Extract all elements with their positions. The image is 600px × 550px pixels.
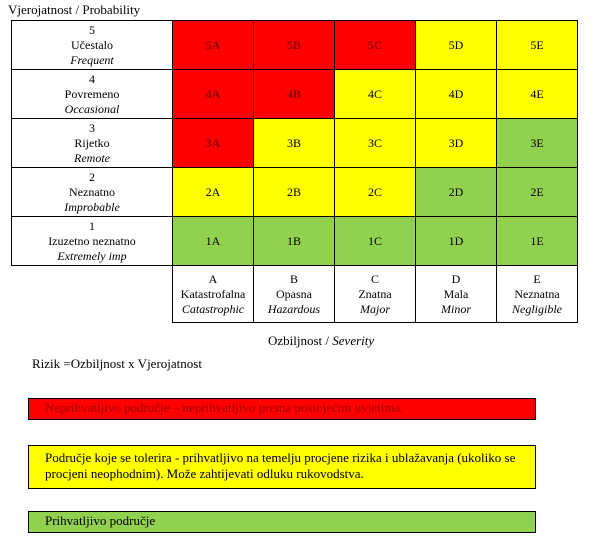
risk-cell: 3C: [335, 119, 416, 168]
probability-header: [12, 217, 173, 266]
matrix-row: [12, 168, 578, 217]
risk-cell: 4B: [254, 70, 335, 119]
legend-unacceptable: Neprihvatljivo područje – neprihvatljivo prema postojećim uvjetima.: [28, 398, 536, 420]
matrix-corner: [12, 266, 173, 323]
risk-cell: 4D: [416, 70, 497, 119]
probability-header: [12, 70, 173, 119]
probability-header: [12, 21, 173, 70]
risk-cell: 5E: [497, 21, 578, 70]
probability-axis-title: Vjerojatnost / Probability: [8, 2, 141, 17]
risk-cell: 3D: [416, 119, 497, 168]
severity-header: [173, 266, 254, 323]
risk-cell: 2A: [173, 168, 254, 217]
matrix-row: [12, 21, 578, 70]
risk-cell: 1E: [497, 217, 578, 266]
probability-number: 2: [89, 169, 95, 184]
severity-label-en: Severity: [332, 333, 375, 348]
matrix-row: [12, 217, 578, 266]
risk-cell: 1D: [416, 217, 497, 266]
risk-cell: 2D: [416, 168, 497, 217]
severity-header-row: [12, 266, 578, 323]
severity-label: Znatna: [358, 286, 392, 301]
severity-label: Neznatna: [514, 286, 560, 301]
risk-cell: 2C: [335, 168, 416, 217]
probability-label-en: Occasional: [64, 101, 120, 116]
severity-label-en: Catastrophic: [181, 301, 245, 316]
risk-cell: 3E: [497, 119, 578, 168]
probability-label: Izuzetno neznatno: [48, 233, 136, 248]
risk-cell: 5C: [335, 21, 416, 70]
severity-header: [497, 266, 578, 323]
probability-label-en: Remote: [74, 150, 110, 165]
risk-cell: 3A: [173, 119, 254, 168]
probability-number: 3: [89, 120, 95, 135]
probability-label-en: Frequent: [70, 52, 114, 67]
matrix-row: [12, 70, 578, 119]
probability-label: Učestalo: [71, 37, 113, 52]
legend-tolerable: Područje koje se tolerira - prihvatljivo na temelju procjene rizika i ublažavanja (ukoliko se procjeni neophodnim). Može zahtijevati odluku rukovodstva.: [28, 445, 536, 489]
risk-formula: Rizik =Ozbiljnost x Vjerojatnost: [32, 356, 202, 371]
risk-cell: 1A: [173, 217, 254, 266]
severity-letter: A: [208, 271, 218, 286]
severity-label: Opasna: [276, 286, 312, 301]
severity-letter: C: [370, 271, 379, 286]
risk-matrix-body: [12, 21, 578, 323]
probability-header: [12, 119, 173, 168]
probability-number: 1: [89, 218, 95, 233]
matrix-row: [12, 119, 578, 168]
severity-header: [254, 266, 335, 323]
risk-cell: 5A: [173, 21, 254, 70]
severity-label-en: Negligible: [512, 301, 562, 316]
probability-number: 5: [89, 22, 95, 37]
risk-cell: 4C: [335, 70, 416, 119]
probability-label-en: Improbable: [64, 199, 120, 214]
severity-label-en: Major: [360, 301, 390, 316]
severity-label: Mala: [443, 286, 469, 301]
risk-cell: 4A: [173, 70, 254, 119]
severity-letter: D: [451, 271, 461, 286]
severity-label-en: Minor: [441, 301, 471, 316]
risk-cell: 1C: [335, 217, 416, 266]
risk-cell: 5D: [416, 21, 497, 70]
risk-cell: 5B: [254, 21, 335, 70]
probability-label: Neznatno: [69, 184, 115, 199]
severity-letter: B: [289, 271, 298, 286]
probability-number: 4: [89, 71, 95, 86]
risk-cell: 1B: [254, 217, 335, 266]
severity-label-hr: Ozbiljnost /: [268, 333, 333, 348]
probability-label-en: Extremely imp: [57, 248, 127, 263]
severity-header: [335, 266, 416, 323]
severity-letter: E: [533, 271, 541, 286]
probability-label: Rijetko: [74, 135, 110, 150]
risk-matrix: [11, 20, 578, 323]
legend-acceptable: Prihvatljivo područje: [28, 511, 536, 533]
risk-cell: 2B: [254, 168, 335, 217]
probability-header: [12, 168, 173, 217]
severity-axis-title: [268, 333, 374, 349]
risk-cell: 4E: [497, 70, 578, 119]
risk-cell: 3B: [254, 119, 335, 168]
risk-cell: 2E: [497, 168, 578, 217]
severity-label: Katastrofalna: [180, 286, 246, 301]
severity-label-en: Hazardous: [267, 301, 321, 316]
severity-header: [416, 266, 497, 323]
probability-label: Povremeno: [64, 86, 120, 101]
